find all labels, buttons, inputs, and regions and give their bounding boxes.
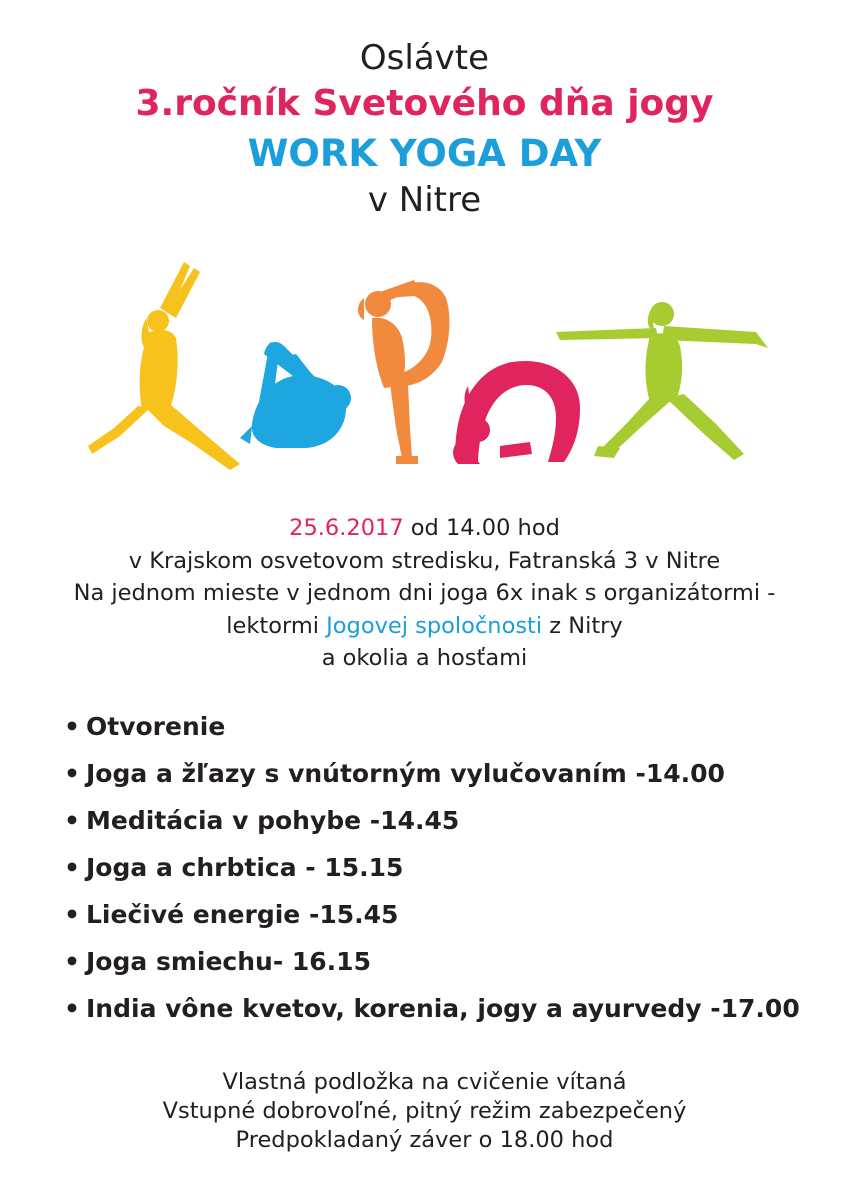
event-date: 25.6.2017 [289,515,404,541]
program-item [64,985,844,1032]
bullet-icon: • [64,994,80,1023]
program-item [64,844,844,891]
info-lecturers-suffix: z Nitry [542,612,623,639]
program-item-label: Joga smiechu- 16.15 [86,947,371,976]
program-list [64,703,844,1032]
program-item [64,703,844,750]
jogova-spolocnost-link[interactable]: Jogovej spoločnosti [326,612,543,639]
header-work-yoga-day: WORK YOGA DAY [247,132,602,175]
info-datetime [0,512,849,545]
header-location: v Nitre [367,180,482,220]
info-guests: a okolia a hosťami [321,645,528,671]
yellow-yoga-figure-icon [88,262,240,470]
program-item [64,938,844,985]
bullet-icon: • [64,759,80,788]
program-item-label: Joga a žľazy s vnútorným vylučovaním -14.00 [86,759,725,788]
program-item [64,797,844,844]
event-info [0,512,849,675]
header-oslavte: Oslávte [359,38,490,78]
bullet-icon: • [64,900,80,929]
green-yoga-figure-icon [556,302,768,460]
program-item-label: Otvorenie [86,712,226,741]
event-time: od 14.00 hod [403,515,560,541]
bullet-icon: • [64,806,80,835]
header-event-title: 3.ročník Svetového dňa jogy [135,83,714,124]
program-item [64,891,844,938]
magenta-yoga-figure-icon [453,361,580,464]
bullet-icon: • [64,853,80,882]
footer-end-note: Predpokladaný záver o 18.00 hod [235,1127,614,1153]
yoga-figures-illustration [80,258,780,473]
program-item-label: India vône kvetov, korenia, jogy a ayurvedy -17.00 [86,994,800,1023]
info-lecturers [0,610,849,643]
program-item [64,750,844,797]
bullet-icon: • [64,712,80,741]
footer-mat-note: Vlastná podložka na cvičenie vítaná [222,1069,627,1095]
program-item-label: Joga a chrbtica - 15.15 [86,853,404,882]
footer-entry-note: Vstupné dobrovoľné, pitný režim zabezpečený [162,1098,687,1124]
info-description: Na jednom mieste v jednom dni joga 6x inak s organizátormi - [73,580,776,606]
footer-notes [0,1068,849,1155]
program-item-label: Meditácia v pohybe -14.45 [86,806,460,835]
blue-yoga-figure-icon [240,342,351,448]
info-place: v Krajskom osvetovom stredisku, Fatranská 3 v Nitre [128,547,721,574]
info-lecturers-prefix: lektormi [226,612,327,639]
orange-yoga-figure-icon [358,280,449,464]
bullet-icon: • [64,947,80,976]
program-item-label: Liečivé energie -15.45 [86,900,399,929]
